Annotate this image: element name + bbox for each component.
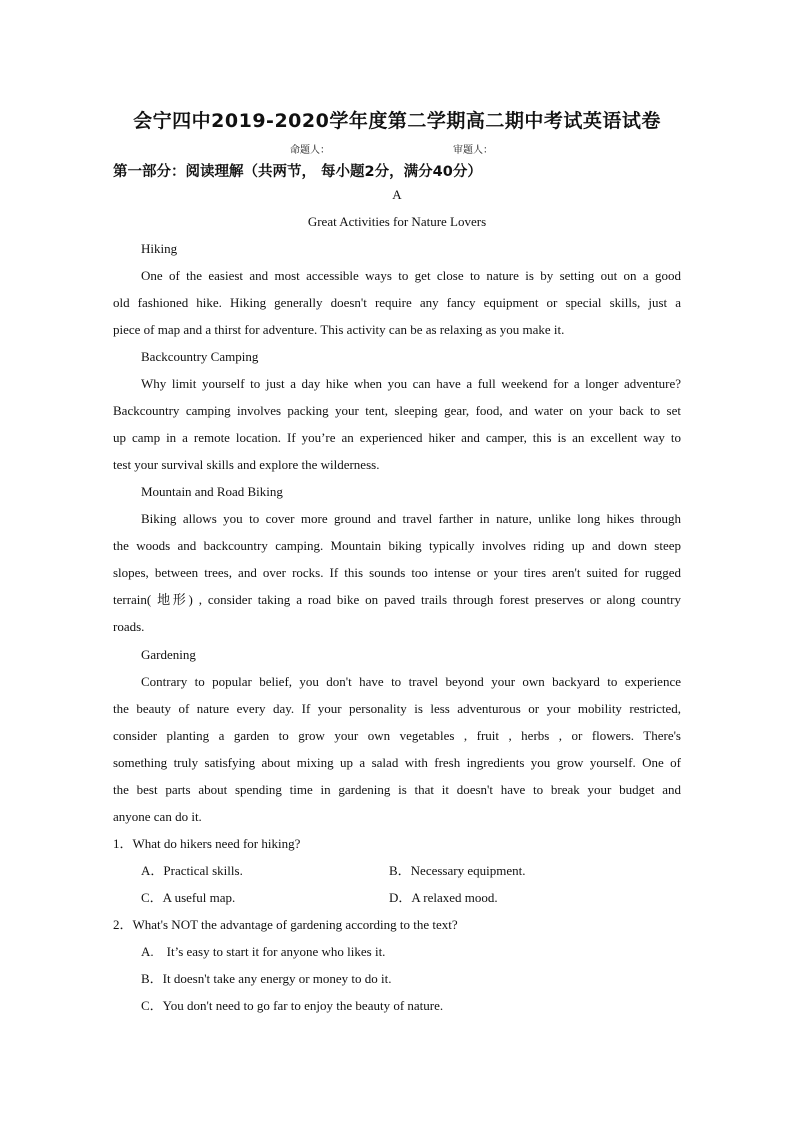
- question-stem: 2．What's NOT the advantage of gardening according to the text?: [113, 917, 458, 932]
- paragraph-line: up camp in a remote location. If you’re an experienced hiker and camper, this is an excellent way to: [113, 430, 681, 445]
- answer-option: D．A relaxed mood.: [389, 890, 498, 905]
- passage-title: Great Activities for Nature Lovers: [307, 214, 487, 229]
- part-heading: 第一部分：阅读理解（共两节， 每小题2分，满分40分）: [113, 164, 482, 180]
- paragraph-line: consider planting a garden to grow your own vegetables , fruit , herbs , or flowers. There's: [113, 728, 681, 743]
- paragraph-line: Backcountry camping involves packing your tent, sleeping gear, food, and water on your back to set: [113, 403, 681, 418]
- paragraph-line: piece of map and a thirst for adventure. This activity can be as relaxing as you make it.: [113, 322, 565, 337]
- paragraph-line: old fashioned hike. Hiking generally doesn't require any fancy equipment or special skills, just a: [113, 295, 681, 310]
- section-heading: Backcountry Camping: [141, 349, 259, 364]
- paragraph-line: anyone can do it.: [113, 809, 202, 824]
- paragraph-line: roads.: [113, 619, 145, 634]
- answer-option: A．Practical skills.: [141, 863, 243, 878]
- section-heading: Hiking: [141, 241, 178, 256]
- paragraph-line: Biking allows you to cover more ground and travel farther in nature, unlike long hikes through: [141, 511, 681, 526]
- section-heading: Gardening: [141, 647, 196, 662]
- answer-option: B．It doesn't take any energy or money to do it.: [141, 971, 392, 986]
- question-stem: 1．What do hikers need for hiking?: [113, 836, 301, 851]
- answer-option: A. It’s easy to start it for anyone who likes it.: [141, 944, 386, 959]
- paragraph-line: Why limit yourself to just a day hike when you can have a full weekend for a longer adventure?: [141, 376, 681, 391]
- exam-title: 会宁四中2019-2020学年度第二学期高二期中考试英语试卷: [133, 110, 661, 132]
- answer-option: C．You don't need to go far to enjoy the beauty of nature.: [141, 998, 444, 1013]
- paragraph-line: the beauty of nature every day. If your personality is less adventurous or your mobility restricted,: [113, 701, 681, 716]
- passage-letter: A: [392, 187, 402, 202]
- paragraph-line: something truly satisfying about mixing up a salad with fresh ingredients you grow yourself. One of: [113, 755, 681, 770]
- paragraph-line: Contrary to popular belief, you don't have to travel beyond your own backyard to experience: [141, 674, 681, 689]
- answer-option: B．Necessary equipment.: [389, 863, 526, 878]
- paragraph-line: the woods and backcountry camping. Mountain biking typically involves riding up and down steep: [113, 538, 681, 553]
- paragraph-line: terrain( 地形) , consider taking a road bike on paved trails through forest preserves or along country: [113, 592, 681, 607]
- paragraph-line: the best parts about spending time in gardening is that it doesn't have to break your budget and: [113, 782, 681, 797]
- paragraph-line: slopes, between trees, and over rocks. If this sounds too intense or your tires aren't suited for rugged: [113, 565, 681, 580]
- paragraph-line: test your survival skills and explore the wilderness.: [113, 457, 380, 472]
- paragraph-line: One of the easiest and most accessible ways to get close to nature is by setting out on a good: [141, 268, 681, 283]
- section-heading: Mountain and Road Biking: [141, 484, 283, 499]
- reviewer-label: 审题人：: [453, 145, 493, 156]
- setter-label: 命题人：: [290, 145, 330, 156]
- author-line: [0, 141, 794, 155]
- answer-option: C．A useful map.: [141, 890, 236, 905]
